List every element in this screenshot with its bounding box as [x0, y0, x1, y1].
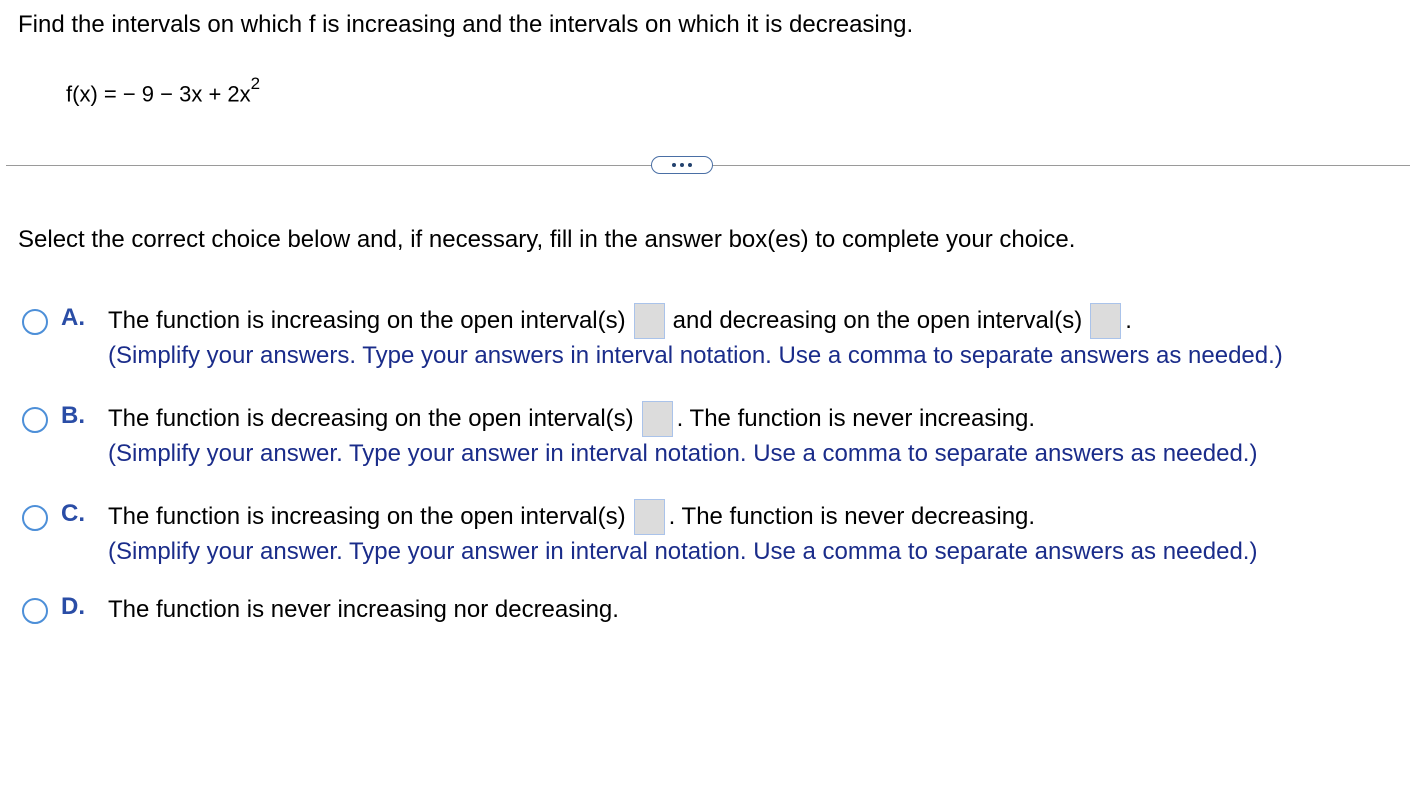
- choice-a-letter: A.: [61, 304, 85, 331]
- choice-b-radio[interactable]: [22, 407, 48, 433]
- choice-c-text-2: . The function is never decreasing.: [668, 503, 1036, 530]
- choice-b-hint: (Simplify your answer. Type your answer in interval notation. Use a comma to separate answers as needed.): [108, 440, 1258, 467]
- formula-exponent: 2: [250, 74, 261, 93]
- choice-c-hint: (Simplify your answer. Type your answer in interval notation. Use a comma to separate answers as needed.): [108, 538, 1258, 565]
- ellipsis-icon: [670, 163, 694, 167]
- instruction-text: Select the correct choice below and, if necessary, fill in the answer box(es) to complete your choice.: [18, 226, 1076, 253]
- question-text: Find the intervals on which f is increasing and the intervals on which it is decreasing.: [18, 11, 914, 38]
- choice-a-text-3: .: [1125, 307, 1132, 334]
- choice-d-radio[interactable]: [22, 598, 48, 624]
- choice-a-statement: [108, 301, 1132, 341]
- choice-c-increasing-answer-box[interactable]: [634, 499, 665, 535]
- choice-b-letter: B.: [61, 402, 85, 429]
- choice-a-increasing-answer-box[interactable]: [634, 303, 665, 339]
- choice-d-letter: D.: [61, 593, 85, 620]
- choice-a-hint: (Simplify your answers. Type your answers in interval notation. Use a comma to separate answers as needed.): [108, 342, 1283, 369]
- choice-b-text-1: The function is decreasing on the open interval(s): [108, 405, 634, 432]
- choice-c-letter: C.: [61, 500, 85, 527]
- expand-button[interactable]: [651, 156, 713, 174]
- choice-d-text-1: The function is never increasing nor decreasing.: [108, 596, 619, 623]
- choice-b-text-2: . The function is never increasing.: [676, 405, 1036, 432]
- choice-a-decreasing-answer-box[interactable]: [1090, 303, 1121, 339]
- choice-a-radio[interactable]: [22, 309, 48, 335]
- function-formula: [66, 68, 260, 114]
- choice-c-text-1: The function is increasing on the open interval(s): [108, 503, 626, 530]
- choice-b-decreasing-answer-box[interactable]: [642, 401, 673, 437]
- choice-a-text-2: and decreasing on the open interval(s): [672, 307, 1083, 334]
- choice-c-statement: [108, 497, 1035, 537]
- choice-a-text-1: The function is increasing on the open interval(s): [108, 307, 626, 334]
- formula-base: f(x) = − 9 − 3x + 2x: [66, 81, 251, 107]
- choice-c-radio[interactable]: [22, 505, 48, 531]
- choice-d-statement: [108, 590, 619, 630]
- choice-b-statement: [108, 399, 1035, 439]
